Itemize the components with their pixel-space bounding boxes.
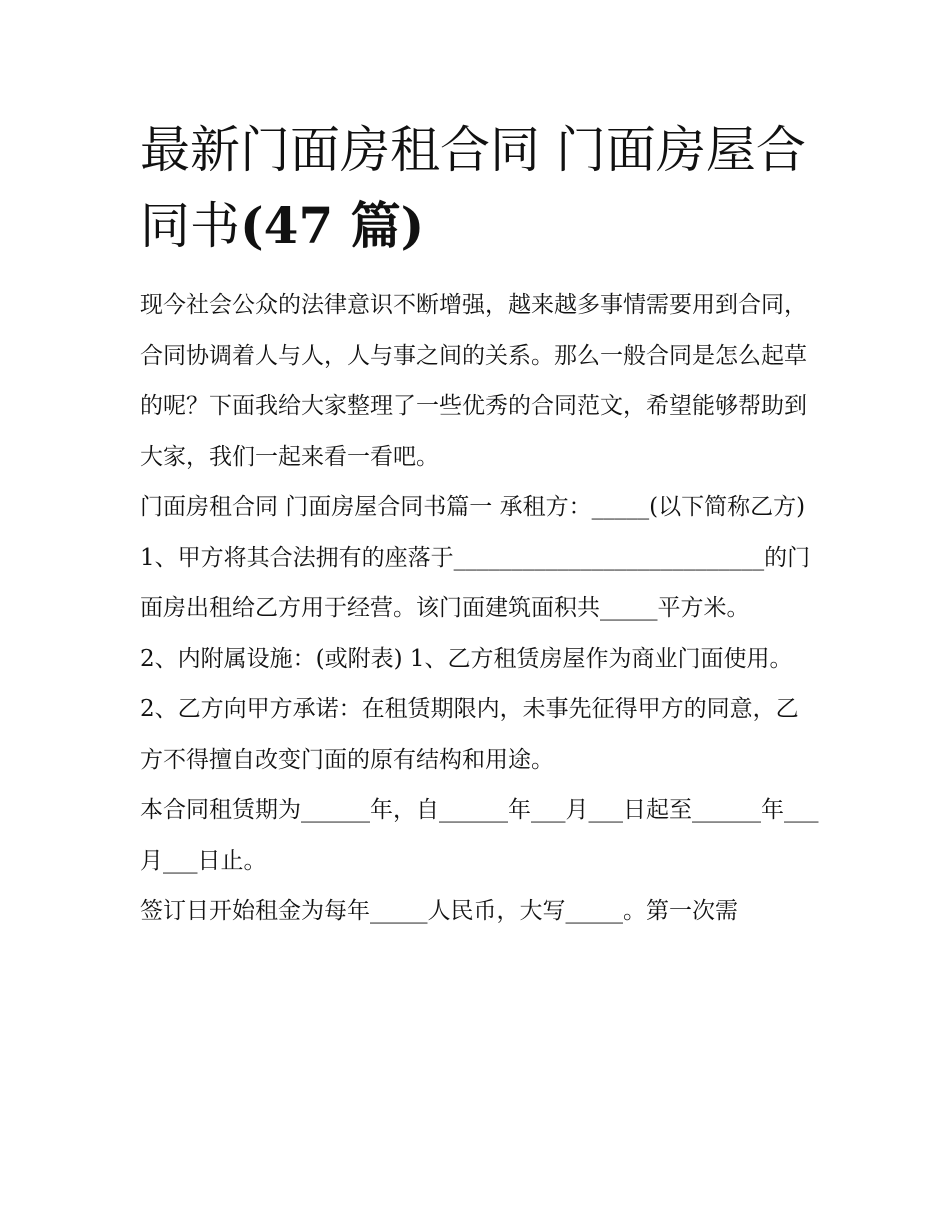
lease-term-paragraph: 本合同租赁期为______年，自______年___月___日起至______年___月___日止。 <box>140 797 819 874</box>
rent-paragraph: 签订日开始租金为每年_____人民币，大写_____。第一次需 <box>140 898 738 924</box>
document-body <box>140 280 820 937</box>
clause-2b-paragraph: 2、乙方向甲方承诺：在租赁期限内，未事先征得甲方的同意，乙方不得擅自改变门面的原有结构和用途。 <box>140 696 799 773</box>
intro-paragraph: 现今社会公众的法律意识不断增强，越来越多事情需要用到合同，合同协调着人与人，人与事之间的关系。那么一般合同是怎么起草的呢？下面我给大家整理了一些优秀的合同范文，希望能够帮助到大家，我们一起来看一看吧。 <box>140 292 807 470</box>
document-title <box>140 112 820 264</box>
clause-1-paragraph: 1、甲方将其合法拥有的座落于___________________________的门面房出租给乙方用于经营。该门面建筑面积共_____平方米。 <box>140 544 811 621</box>
title-count: (47 篇) <box>240 196 425 255</box>
title-main: 最新门面房租合同 门面房屋合同书 <box>140 121 806 255</box>
clause-2-paragraph: 2、内附属设施：(或附表) 1、乙方租赁房屋作为商业门面使用。 <box>140 645 793 672</box>
contract-heading-paragraph: 门面房租合同 门面房屋合同书篇一 承租方：_____(以下简称乙方) <box>140 494 806 520</box>
